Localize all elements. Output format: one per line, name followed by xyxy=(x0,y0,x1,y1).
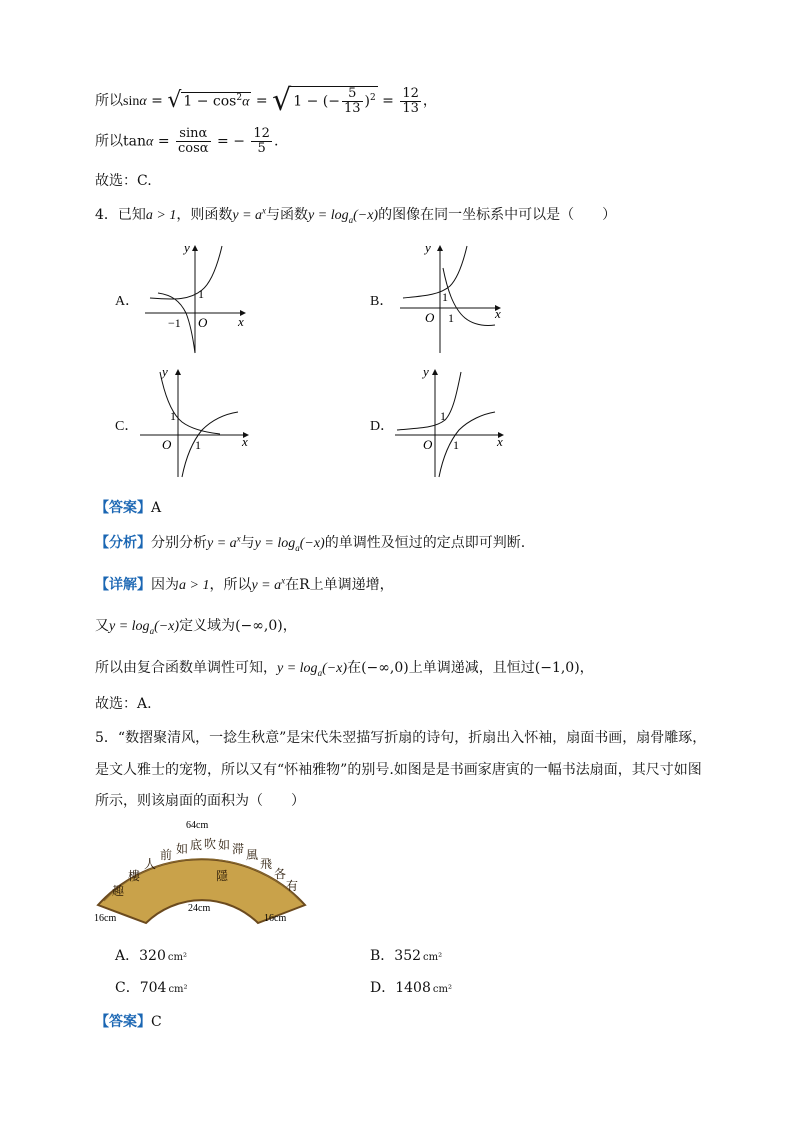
fan-char: 如 xyxy=(176,842,189,856)
fan-label-inner: 24cm xyxy=(188,903,211,914)
sub: a xyxy=(149,625,155,636)
tick-1-x: 1 xyxy=(453,438,459,452)
text: 的单调性及恒过的定点即可判断. xyxy=(324,535,526,551)
q5-option-d[interactable] xyxy=(370,977,452,997)
q4-detail-1 xyxy=(95,574,394,594)
text: 上单调递增， xyxy=(309,577,394,593)
q4-stem xyxy=(95,204,616,225)
tick-1: 1 xyxy=(198,287,204,301)
sqrt-symbol: √ xyxy=(167,88,182,113)
tan-fn: tan xyxy=(123,133,146,150)
text: ，所以 xyxy=(209,577,252,593)
fan-char: 吹 xyxy=(204,837,217,851)
calc-line-sin xyxy=(95,83,437,118)
math: y = log xyxy=(109,619,150,634)
q4-analysis xyxy=(95,532,525,553)
label-o: O xyxy=(162,437,172,452)
text: 4．已知 xyxy=(95,207,146,223)
label-x: x xyxy=(495,306,501,321)
den: 13 xyxy=(343,101,361,116)
label-x: x xyxy=(497,434,503,449)
sup: x xyxy=(236,533,241,544)
sqrt-text: 1 − cos xyxy=(183,93,237,110)
fan-label-right: 16cm xyxy=(264,913,287,924)
label-y: y xyxy=(423,364,429,379)
fan-label-left: 16cm xyxy=(94,913,117,924)
graph-option-b[interactable] xyxy=(395,238,510,358)
sub: a xyxy=(348,214,354,225)
option-value: 1408 xyxy=(395,980,431,996)
calc-line-tan xyxy=(95,127,278,156)
option-unit: cm² xyxy=(423,952,443,963)
q5-stem-1: 5．“数摺聚清风，一捻生秋意”是宋代朱翌描写折扇的诗句，折扇出入怀袖，扇面书画，扇骨雕琢， xyxy=(95,730,707,746)
fraction xyxy=(251,127,272,156)
text: 在 xyxy=(347,660,362,676)
option-value: 704 xyxy=(139,980,167,996)
option-b-label[interactable]: B． xyxy=(370,294,394,309)
math: a > 1 xyxy=(145,208,177,223)
fraction xyxy=(400,87,421,116)
option-d-label[interactable]: D． xyxy=(370,419,395,434)
fan-char: 前 xyxy=(160,848,173,862)
text: 定义域为 xyxy=(179,618,236,634)
label-o: O xyxy=(425,310,435,325)
answer-tag: 【答案】 xyxy=(95,1014,151,1030)
option-value: 352 xyxy=(394,948,422,964)
sqrt-text: ) xyxy=(364,93,370,110)
text: 因为 xyxy=(151,577,179,593)
calc-select-c: 故选：C. xyxy=(95,173,152,189)
math: (−x) xyxy=(353,208,379,223)
fraction xyxy=(342,87,363,116)
math: R xyxy=(299,577,310,593)
answer-value: C xyxy=(151,1014,162,1030)
fan-char: 隱 xyxy=(216,869,229,883)
q5-option-a[interactable] xyxy=(115,945,187,965)
eq: = xyxy=(157,133,170,150)
q4-detail-2 xyxy=(95,615,297,636)
q5-option-b[interactable] xyxy=(370,945,442,965)
text: 的图像在同一坐标系中可以是（ ） xyxy=(378,207,617,223)
sup: 2 xyxy=(236,92,243,103)
q5-stem-2: 是文人雅士的宠物，所以又有“怀袖雅物”的别号.如图是是书画家唐寅的一幅书法扇面，其尺寸如图 xyxy=(95,762,702,778)
text: 与 xyxy=(240,535,255,551)
fan-char: 滞 xyxy=(232,842,245,856)
option-unit: cm² xyxy=(167,952,187,963)
text: 所以由复合函数单调性可知， xyxy=(95,660,277,676)
text: 所以 xyxy=(95,93,123,109)
math: y = a xyxy=(232,208,263,223)
q4-select-a: 故选：A. xyxy=(95,696,152,712)
math: y = log xyxy=(308,208,349,223)
sup: x xyxy=(281,575,286,586)
option-label: A． xyxy=(115,948,140,964)
tick-1-x: 1 xyxy=(195,438,201,452)
q4-detail-3 xyxy=(95,657,594,678)
fan-char: 有 xyxy=(286,879,299,893)
alpha: α xyxy=(139,94,147,109)
answer-tag: 【答案】 xyxy=(95,500,151,516)
q5-stem-3: 所示，则该扇面的面积为（ ） xyxy=(95,793,305,809)
label-y: y xyxy=(162,364,168,379)
tick-1: 1 xyxy=(170,409,176,423)
fraction xyxy=(176,127,211,156)
option-a-label[interactable]: A． xyxy=(115,294,140,309)
den: 5 xyxy=(257,141,266,156)
fan-figure xyxy=(90,815,315,930)
sub: a xyxy=(317,667,323,678)
text: ，则函数 xyxy=(176,207,233,223)
math: a > 1 xyxy=(179,578,210,593)
label-x: x xyxy=(242,434,248,449)
num: 12 xyxy=(402,85,419,101)
option-label: B． xyxy=(370,948,395,964)
den: 13 xyxy=(402,100,419,116)
sqrt-body xyxy=(181,92,251,111)
graph-option-a[interactable] xyxy=(140,238,255,358)
text: 在 xyxy=(285,577,300,593)
curve-exp xyxy=(160,372,220,434)
analysis-tag: 【分析】 xyxy=(95,535,151,551)
text: 上单调递减，且恒过 xyxy=(408,660,535,676)
math: y = a xyxy=(207,536,237,551)
fan-char: 樓 xyxy=(128,869,141,883)
curve-log xyxy=(182,412,238,477)
math: (−x) xyxy=(299,536,325,551)
punct: ， xyxy=(422,93,437,109)
option-c-label[interactable]: C． xyxy=(115,419,139,434)
q4-answer xyxy=(95,497,161,517)
detail-tag: 【详解】 xyxy=(95,577,151,593)
option-unit: cm² xyxy=(432,984,452,995)
fan-char: 飛 xyxy=(260,857,273,871)
alpha: α xyxy=(242,94,250,110)
text: 分别分析 xyxy=(151,535,207,551)
fan-char: 各 xyxy=(274,867,287,881)
tick-neg1: −1 xyxy=(168,316,181,330)
num: 12 xyxy=(253,126,270,141)
q5-answer xyxy=(95,1011,162,1031)
curve-exp xyxy=(403,246,467,298)
eq: = xyxy=(255,93,268,109)
text: 与函数 xyxy=(266,207,309,223)
text: ， xyxy=(579,660,594,676)
math: y = a xyxy=(251,578,282,593)
fan-char: 趣 xyxy=(112,884,125,898)
fan-char: 人 xyxy=(144,857,157,871)
fan-char: 風 xyxy=(246,848,259,862)
label-y: y xyxy=(425,240,431,255)
sub: a xyxy=(295,542,300,553)
fan-char: 底 xyxy=(190,838,203,852)
sin-fn: sin xyxy=(123,94,140,109)
eq: = xyxy=(382,93,394,109)
text: 所以 xyxy=(95,133,123,150)
option-label: C． xyxy=(115,980,140,996)
tick-1: 1 xyxy=(440,409,446,423)
math: y = log xyxy=(277,661,318,676)
option-value: 320 xyxy=(139,948,166,964)
sup: x xyxy=(262,205,267,216)
label-o: O xyxy=(423,437,433,452)
label-o: O xyxy=(198,315,208,330)
sup: 2 xyxy=(369,92,376,103)
math: (−∞,0) xyxy=(361,660,409,676)
math: (−x) xyxy=(154,619,180,634)
tick-1: 1 xyxy=(442,290,448,304)
fan-label-top: 64cm xyxy=(186,820,209,831)
eq: = − xyxy=(217,133,245,150)
num: sinα xyxy=(176,127,211,142)
eq: = xyxy=(151,93,163,109)
option-label: D． xyxy=(370,980,396,996)
sqrt-text: 1 − (− xyxy=(293,93,340,110)
sqrt-body xyxy=(291,86,377,116)
math: (−x) xyxy=(322,661,348,676)
text: ， xyxy=(282,618,297,634)
fan-char: 如 xyxy=(218,838,231,852)
q5-option-c[interactable] xyxy=(115,977,188,997)
option-unit: cm² xyxy=(168,984,188,995)
curve-exp xyxy=(397,372,461,430)
math: (−1,0) xyxy=(534,660,580,676)
tick-1-x: 1 xyxy=(448,311,454,325)
punct: . xyxy=(273,133,279,150)
graph-option-d[interactable] xyxy=(395,362,510,482)
sqrt-symbol: √ xyxy=(272,83,292,118)
den: cosα xyxy=(178,141,209,156)
answer-value: A xyxy=(151,500,162,516)
math: (−∞,0) xyxy=(235,618,283,634)
text: 又 xyxy=(95,618,109,634)
alpha: α xyxy=(146,134,154,150)
num: 5 xyxy=(342,87,363,102)
label-y: y xyxy=(184,240,190,255)
curve-log xyxy=(439,412,495,477)
graph-option-c[interactable] xyxy=(140,362,255,482)
math: y = log xyxy=(254,536,296,551)
label-x: x xyxy=(238,314,244,329)
